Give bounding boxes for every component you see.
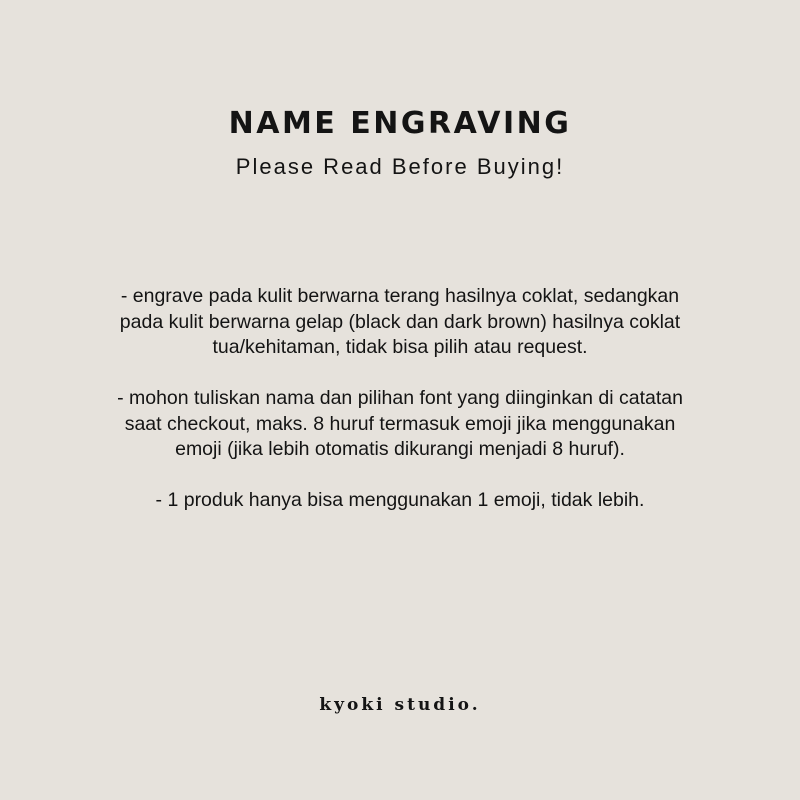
note-name-and-font: - mohon tuliskan nama dan pilihan font yang diinginkan di catatan saat checkout, maks. 8 huruf termasuk emoji jika menggunakan emoji (jika lebih otomatis dikurangi menjadi 8 huruf). [117,387,683,460]
page-title: NAME ENGRAVING [228,106,572,141]
note-color-result: - engrave pada kulit berwarna terang hasilnya coklat, sedangkan pada kulit berwarna gelap (black dan dark brown) hasilnya coklat tua/kehitaman, tidak bisa pilih atau request. [119,285,681,358]
brand-logo-text: kyoki studio. [319,695,481,715]
page-subtitle: Please Read Before Buying! [235,154,565,179]
engraving-notes [110,284,690,539]
note-emoji-limit: - 1 produk hanya bisa menggunakan 1 emoji, tidak lebih. [155,489,645,511]
